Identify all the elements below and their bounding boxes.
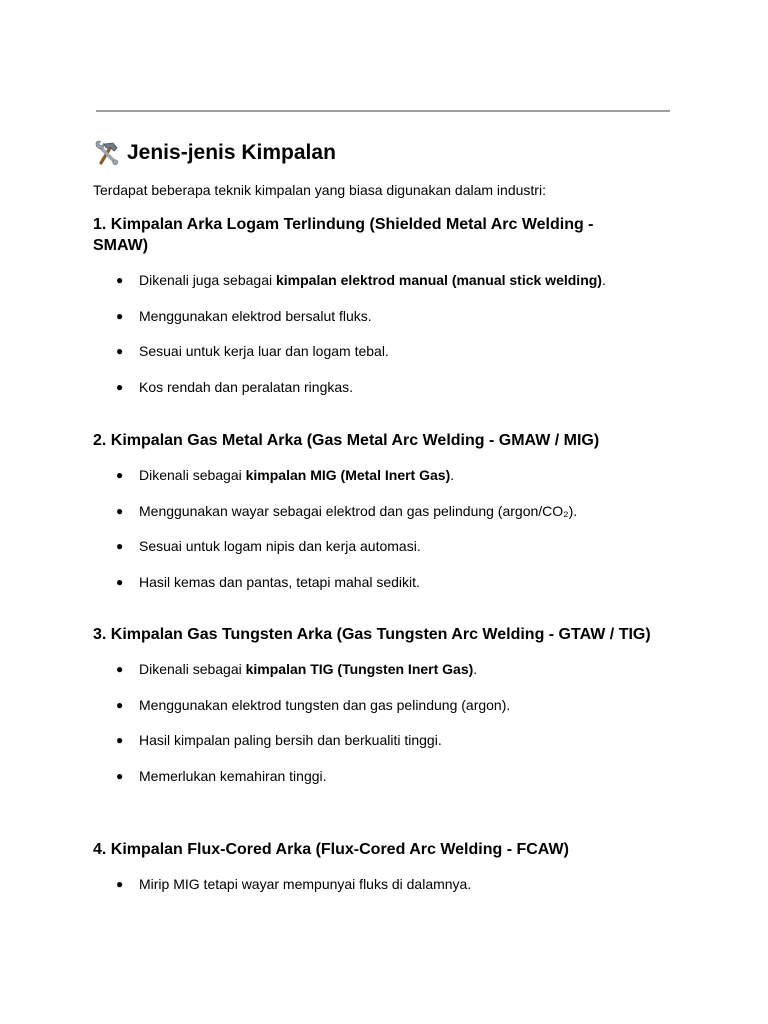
bullet-list xyxy=(93,270,653,397)
list-item-text: Memerlukan kemahiran tinggi. xyxy=(139,767,327,784)
list-item-text: Menggunakan elektrod tungsten dan gas pelindung (argon). xyxy=(139,696,511,713)
bullet-icon: ● xyxy=(116,662,124,676)
intro-text: Terdapat beberapa teknik kimpalan yang biasa digunakan dalam industri: xyxy=(93,182,546,198)
list-item xyxy=(93,501,653,521)
list-item-text: Mirip MIG tetapi wayar mempunyai fluks di dalamnya. xyxy=(139,876,472,892)
list-item xyxy=(93,536,653,556)
list-item-text: Sesuai untuk logam nipis dan kerja automasi. xyxy=(139,538,421,554)
section-heading: 3. Kimpalan Gas Tungsten Arka (Gas Tungsten Arc Welding - GTAW / TIG) xyxy=(93,626,651,643)
bullet-icon: ● xyxy=(116,379,124,394)
list-item xyxy=(93,874,653,894)
bullet-icon: ● xyxy=(116,733,124,747)
section-3 xyxy=(93,624,653,786)
bullet-icon: ● xyxy=(116,273,124,287)
list-item-bold-text: kimpalan TIG (Tungsten Inert Gas) xyxy=(245,661,474,677)
section-2 xyxy=(93,430,653,592)
bullet-icon: ● xyxy=(116,574,124,589)
list-item-text: Sesuai untuk kerja luar dan logam tebal. xyxy=(139,343,389,359)
horizontal-rule xyxy=(96,110,670,112)
bullet-icon: ● xyxy=(116,468,124,482)
list-item-bold-text: kimpalan elektrod manual (manual stick welding) xyxy=(275,272,602,288)
section-heading: 4. Kimpalan Flux-Cored Arka (Flux-Cored Arc Welding - FCAW) xyxy=(93,841,569,858)
list-item xyxy=(93,695,653,715)
bullet-list xyxy=(93,874,653,894)
bullet-list xyxy=(93,465,653,592)
list-item-text: Dikenali sebagai xyxy=(139,467,246,483)
list-item xyxy=(93,270,653,290)
list-item-text: Kos rendah dan peralatan ringkas. xyxy=(139,378,354,395)
list-item xyxy=(93,730,653,750)
bullet-icon: ● xyxy=(116,697,124,712)
bullet-list xyxy=(93,659,653,786)
list-item-text: Dikenali juga sebagai xyxy=(139,272,276,288)
page-title-text: Jenis-jenis Kimpalan xyxy=(127,141,336,164)
bullet-icon: ● xyxy=(116,539,124,553)
list-item xyxy=(93,766,653,786)
list-item xyxy=(93,659,653,679)
hammer-and-wrench-icon xyxy=(93,139,121,167)
list-item-text: Hasil kimpalan paling bersih dan berkualiti tinggi. xyxy=(139,732,442,748)
list-item xyxy=(93,377,653,397)
section-heading: 1. Kimpalan Arka Logam Terlindung (Shielded Metal Arc Welding - SMAW) xyxy=(93,216,594,254)
page-title xyxy=(93,139,336,167)
bullet-icon: ● xyxy=(116,308,124,323)
bullet-icon: ● xyxy=(116,503,124,518)
list-item-bold-text: kimpalan MIG (Metal Inert Gas) xyxy=(245,467,451,483)
list-item-text: Dikenali sebagai xyxy=(139,661,246,677)
list-item-suffix: . xyxy=(450,467,455,483)
list-item-suffix: . xyxy=(601,272,606,288)
list-item-suffix: . xyxy=(473,661,478,677)
list-item xyxy=(93,572,653,592)
section-1 xyxy=(93,214,653,397)
bullet-icon: ● xyxy=(116,877,124,891)
list-item xyxy=(93,341,653,361)
list-item-text: Hasil kemas dan pantas, tetapi mahal sedikit. xyxy=(139,573,420,590)
bullet-icon: ● xyxy=(116,344,124,358)
list-item xyxy=(93,306,653,326)
bullet-icon: ● xyxy=(116,768,124,783)
section-heading: 2. Kimpalan Gas Metal Arka (Gas Metal Arc Welding - GMAW / MIG) xyxy=(93,432,600,449)
list-item xyxy=(93,465,653,485)
list-item-text: Menggunakan wayar sebagai elektrod dan gas pelindung (argon/CO₂). xyxy=(139,502,578,519)
section-4 xyxy=(93,839,653,894)
list-item-text: Menggunakan elektrod bersalut fluks. xyxy=(139,307,372,324)
